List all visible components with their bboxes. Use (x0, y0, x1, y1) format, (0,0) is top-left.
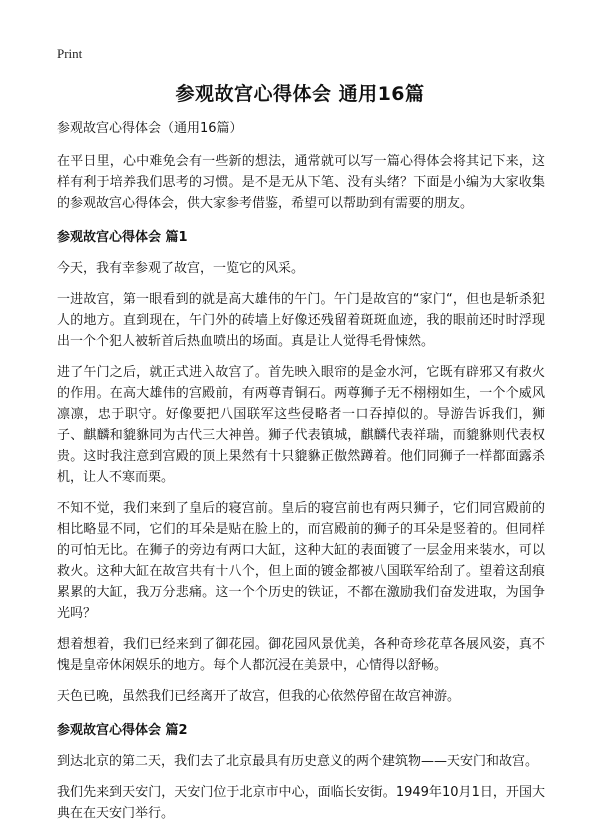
section-1-paragraph: 进了午门之后，就正式进入故宫了。首先映入眼帘的是金水河，它既有辟邪又有救火的作用。在高大雄伟的宫殿前，有两尊青铜石。两尊狮子无不栩栩如生，一个个威风凛凛，忠于职守。好像要把八国联军这些侵略者一口吞掉似的。导游告诉我们，狮子、麒麟和貔貅同为古代三大神兽。狮子代表镇城，麒麟代表祥瑞，而貔貅则代表权贵。这时我注意到宫殿的顶上果然有十只貔貅正傲然蹲着。他们同狮子一样都面露杀机，让人不寒而栗。 (57, 365, 545, 485)
section-heading-1: 参观故宫心得体会 篇1 (57, 230, 188, 245)
section-2-paragraph: 到达北京的第二天，我们去了北京最具有历史意义的两个建筑物——天安门和故宫。 (57, 754, 539, 769)
section-1-paragraph: 一进故宫，第一眼看到的就是高大雄伟的午门。午门是故宫的“家门“，但也是斩杀犯人的地方。直到现在，午门外的砖墙上好像还残留着斑斑血迹，我的眼前还时时浮现出一个个犯人被斩首后热血喷出的场面。真是让人觉得毛骨悚然。 (57, 292, 545, 349)
intro-paragraph: 在平日里，心中难免会有一些新的想法，通常就可以写一篇心得体会将其记下来，这样有利于培养我们思考的习惯。是不是无从下笔、没有头绪？下面是小编为大家收集的参观故宫心得体会，供大家参考借鉴，希望可以帮助到有需要的朋友。 (57, 154, 545, 211)
section-1-paragraph: 天色已晚，虽然我们已经离开了故宫，但我的心依然停留在故宫神游。 (57, 689, 461, 704)
section-1-paragraph: 不知不觉，我们来到了皇后的寝宫前。皇后的寝宫前也有两只狮子，它们同宫殿前的相比略显不同，它们的耳朵是贴在脸上的，而宫殿前的狮子的耳朵是竖着的。但同样的可怕无比。在狮子的旁边有两口大缸，这种大缸的表面镀了一层金用来装水，可以救火。这种大缸在故宫共有十八个，但上面的镀金都被八国联军给刮了。望着这刮痕累累的大缸，我万分悲痛。这一个个历史的铁证，不都在激励我们奋发进取，为国争光吗？ (57, 501, 545, 621)
document-subtitle: 参观故宫心得体会（通用16篇） (57, 121, 243, 136)
section-1-paragraph: 今天，我有幸参观了故宫，一览它的风采。 (57, 261, 305, 276)
section-1-paragraph: 想着想着，我们已经来到了御花园。御花园风景优美，各种奇珍花草各展风姿，真不愧是皇帝休闲娱乐的地方。每个人都沉浸在美景中，心情得以舒畅。 (57, 637, 545, 673)
print-link[interactable]: Print (57, 46, 83, 61)
section-heading-2: 参观故宫心得体会 篇2 (57, 723, 188, 738)
page-title: 参观故宫心得体会 通用16篇 (175, 83, 425, 105)
document-body (57, 119, 545, 828)
section-2-paragraph: 我们先来到天安门，天安门位于北京市中心，面临长安街。1949年10月1日，开国大典在在天安门举行。 (57, 785, 545, 821)
